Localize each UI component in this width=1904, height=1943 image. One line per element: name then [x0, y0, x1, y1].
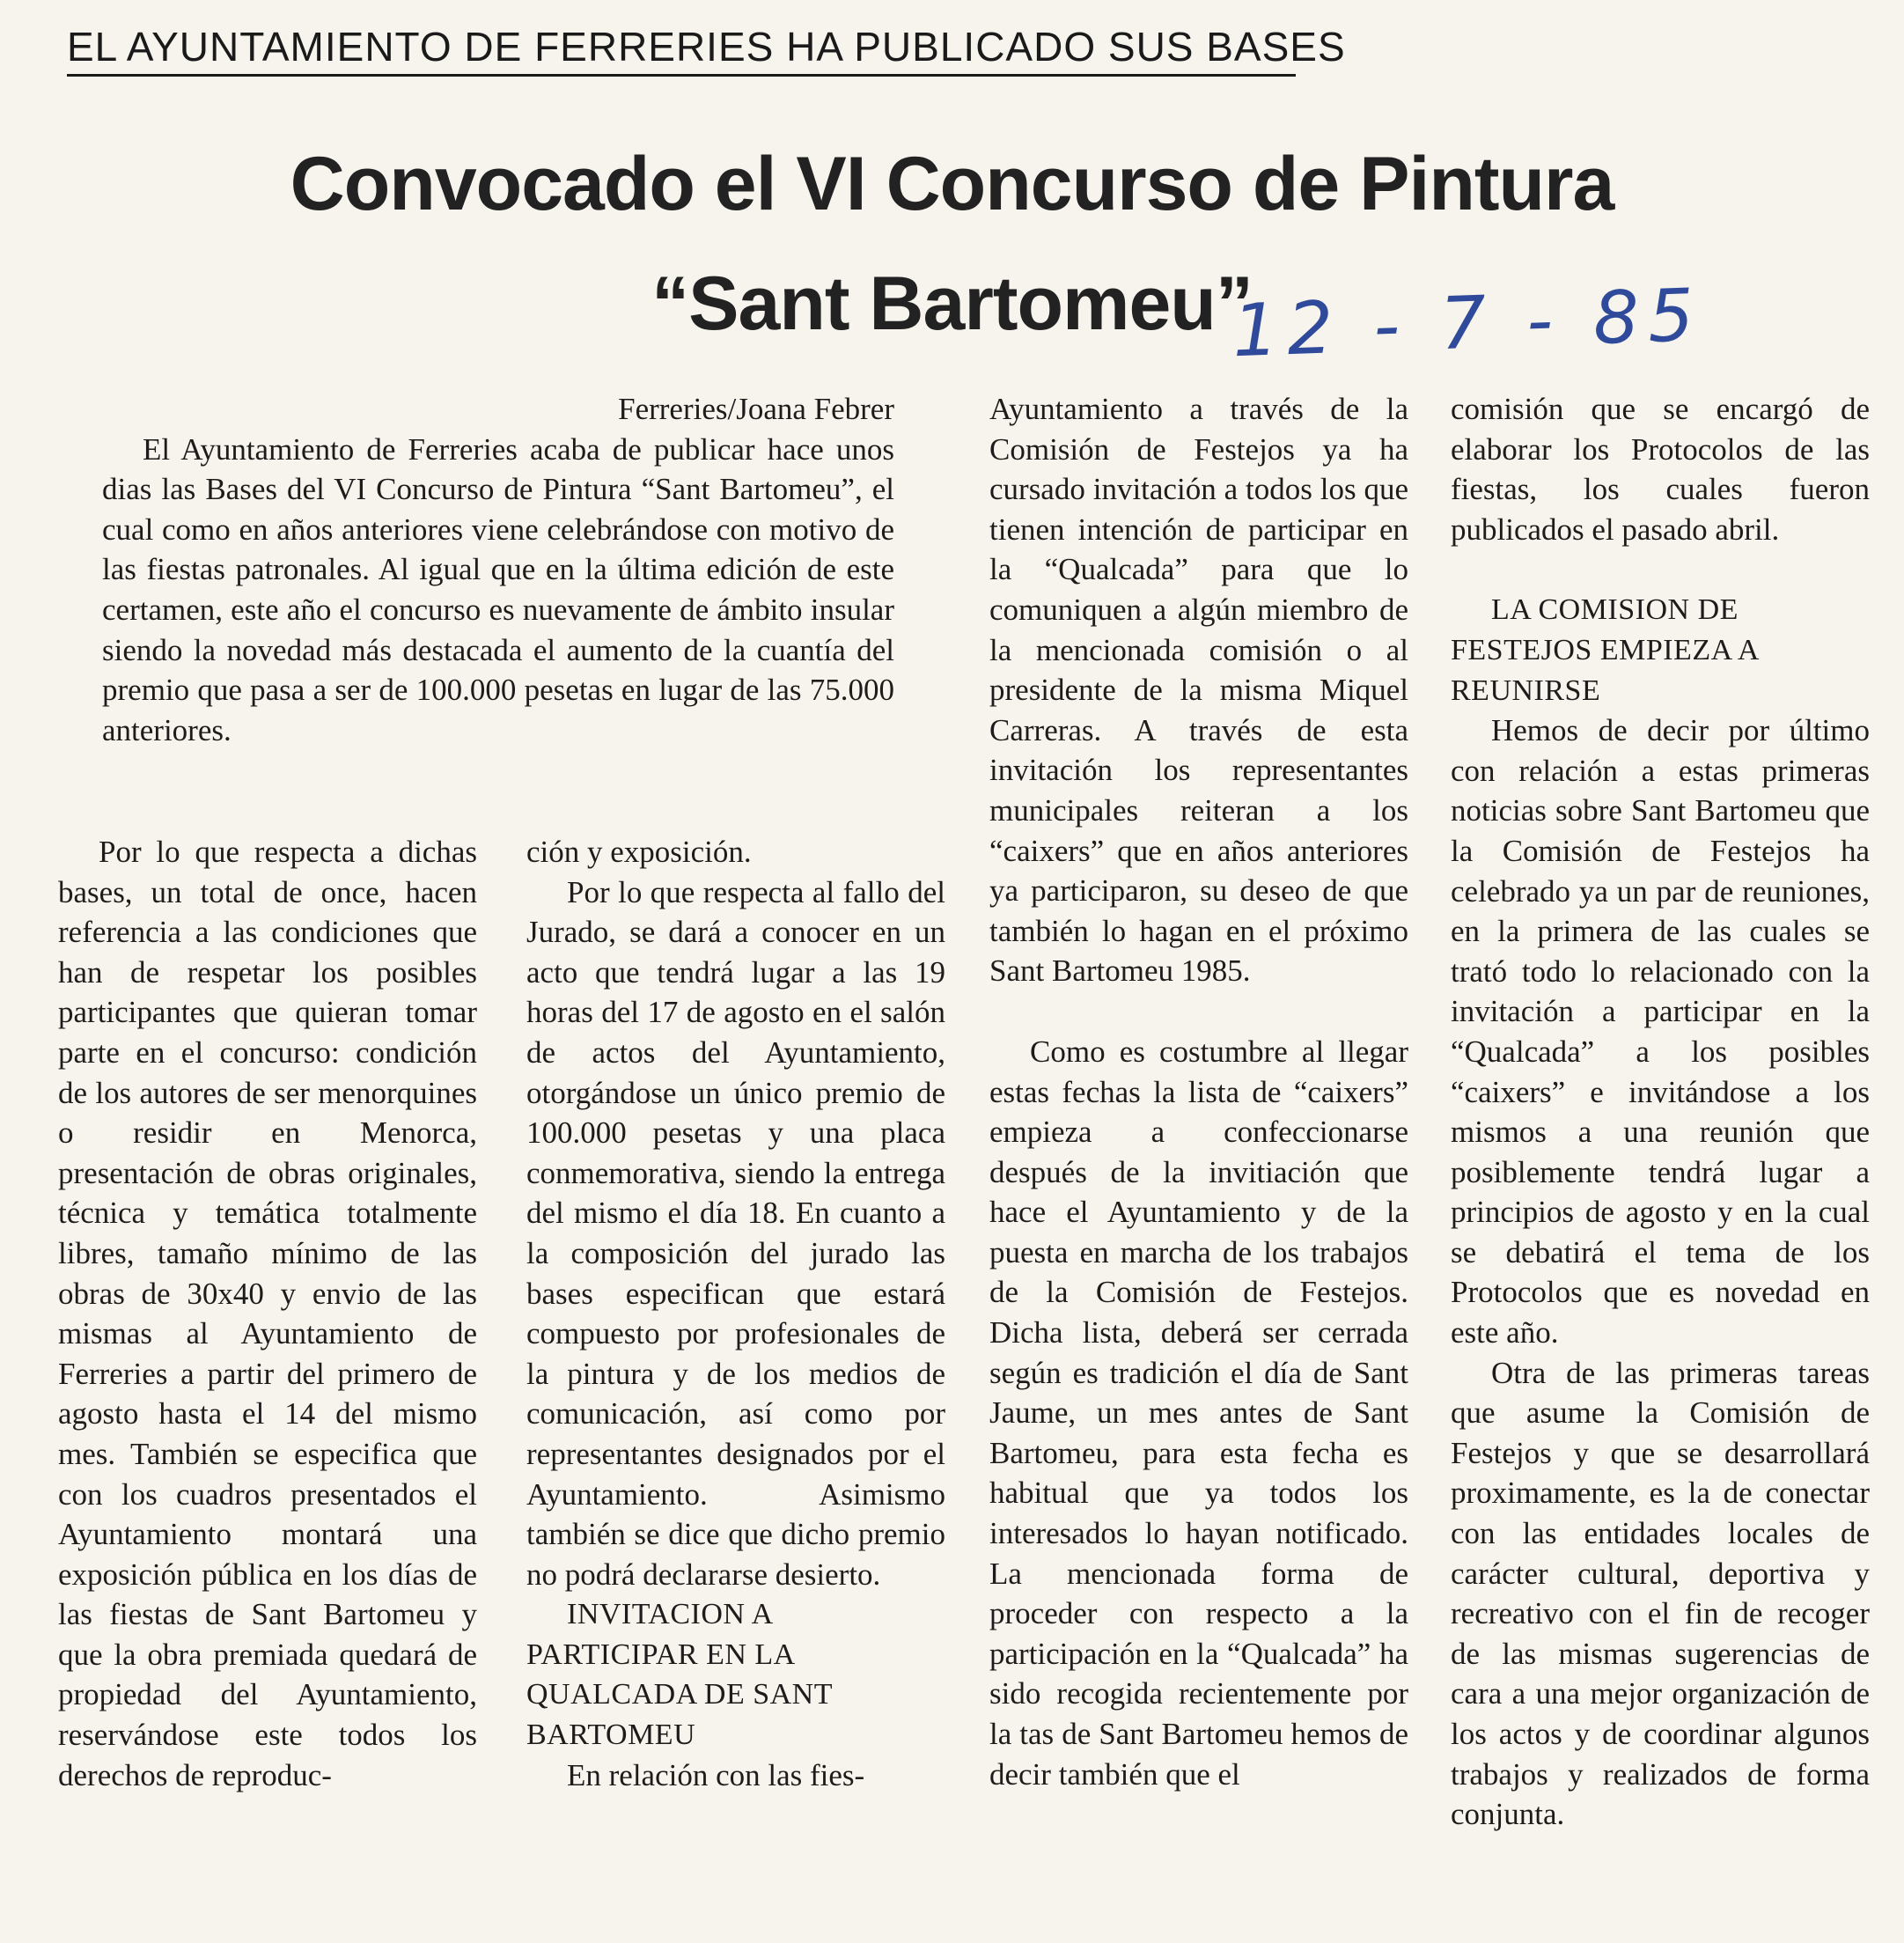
- headline-line-2: “Sant Bartomeu”: [651, 261, 1253, 346]
- column-4-paragraph-1: comisión que se encargó de elaborar los Protocolos de las fiestas, los cuales fueron publicados el pasado abril.: [1451, 392, 1870, 547]
- kicker-underline: [67, 74, 1296, 77]
- handwritten-date: 12 - 7 - 85: [1231, 273, 1704, 374]
- column-2-paragraph-3: En relación con las fies-: [567, 1757, 865, 1792]
- column-1: [58, 832, 477, 1795]
- kicker-headline: EL AYUNTAMIENTO DE FERRERIES HA PUBLICADO SUS BASES: [67, 24, 1346, 70]
- column-2-paragraph-1: ción y exposición.: [526, 835, 752, 869]
- headline-line-1: Convocado el VI Concurso de Pintura: [290, 142, 1614, 226]
- column-3-paragraph-1: Ayuntamiento a través de la Comisión de Festejos ya ha cursado invitación a todos los que tienen intención de participar en la “Qualcada” para que lo comuniquen a algún miembro de la mencionada comisión o al presidente de la misma Miquel Carreras. A través de esta invitación los representantes municipales reiteran a los “caixers” que en años anteriores ya participaron, su deseo de que también lo hagan en el próximo Sant Bartomeu 1985.: [989, 392, 1408, 989]
- column-1-paragraph: Por lo que respecta a dichas bases, un total de once, hacen referencia a las condiciones que han de respetar los posibles participantes que quieran tomar parte en el concurso: condición de los autores de ser menorquines o residir en Menorca, presentación de obras originales, técnica y temática totalmente libres, tamaño mínimo de las obras de 30x40 y envio de las mismas al Ayuntamiento de Ferreries a partir del primero de agosto hasta el 14 del mismo mes. También se especifica que con los cuadros presentados el Ayuntamiento montará una exposición pública en los días de las fiestas de Sant Bartomeu y que la obra premiada quedará de propiedad del Ayuntamiento, reservándose este todos los derechos de reproduc-: [58, 835, 477, 1792]
- subheading-comision: LA COMISION DE FESTEJOS EMPIEZA A REUNIRSE: [1451, 593, 1759, 707]
- subheading-invitacion: INVITACION A PARTICIPAR EN LA QUALCADA DE SANT BARTOMEU: [526, 1598, 833, 1752]
- column-2: [526, 832, 945, 1795]
- column-3: [989, 389, 1408, 1794]
- column-4-paragraph-2: Hemos de decir por último con relación a estas primeras noticias sobre Sant Bartomeu que la Comisión de Festejos ha celebrado ya un par de reuniones, en la primera de las cuales se trató todo lo relacionado con la invitación a participar en la “Qualcada” a los posibles “caixers” e invitándose a los mismos a una reunión que posiblemente tendrá lugar a principios de agosto y en la cual se debatirá el tema de los Protocolos que es novedad en este año.: [1451, 713, 1870, 1351]
- column-3-paragraph-2: Como es costumbre al llegar estas fechas la lista de “caixers” empieza a confeccionarse después de la invitiación que hace el Ayuntamiento y de la puesta en marcha de los trabajos de la Comisión de Festejos. Dicha lista, deberá ser cerrada según es tradición el día de Sant Jaume, un mes antes de Sant Bartomeu, para esta fecha es habitual que ya todos los interesados lo hayan notificado. La mencionada forma de proceder con respecto a la participación en la “Qualcada” ha sido recogida recientemente por la tas de Sant Bartomeu hemos de decir también que el: [989, 1034, 1408, 1792]
- byline: Ferreries/Joana Febrer: [618, 392, 894, 426]
- lead-paragraph: El Ayuntamiento de Ferreries acaba de publicar hace unos dias las Bases del VI Concurso de Pintura “Sant Bartomeu”, el cual como en años anteriores viene celebrándose con motivo de las fiestas patronales. Al igual que en la última edición de este certamen, este año el concurso es nuevamente de ámbito insular siendo la novedad más destacada el aumento de la cuantía del premio que pasa a ser de 100.000 pesetas en lugar de las 75.000 anteriores.: [102, 431, 894, 747]
- lead-paragraph-block: [102, 389, 894, 750]
- column-4-paragraph-3: Otra de las primeras tareas que asume la Comisión de Festejos y que se desarrollará proximamente, es la de conectar con las entidades locales de carácter cultural, deportiva y recreativo con el fin de recoger de las mismas sugerencias de cara a una mejor organización de los actos y de coordinar algunos trabajos y realizados de forma conjunta.: [1451, 1355, 1870, 1832]
- column-4: [1451, 389, 1870, 1835]
- column-2-paragraph-2: Por lo que respecta al fallo del Jurado, se dará a conocer en un acto que tendrá lugar a las 19 horas del 17 de agosto en el salón de actos del Ayuntamiento, otorgándose un único premio de 100.000 pesetas y una placa conmemorativa, siendo la entrega del mismo el día 18. En cuanto a la composición del jurado las bases especifican que estará compuesto por profesionales de la pintura y de los medios de comunicación, así como por representantes designados por el Ayuntamiento. Asimismo también se dice que dicho premio no podrá declararse desierto.: [526, 874, 945, 1592]
